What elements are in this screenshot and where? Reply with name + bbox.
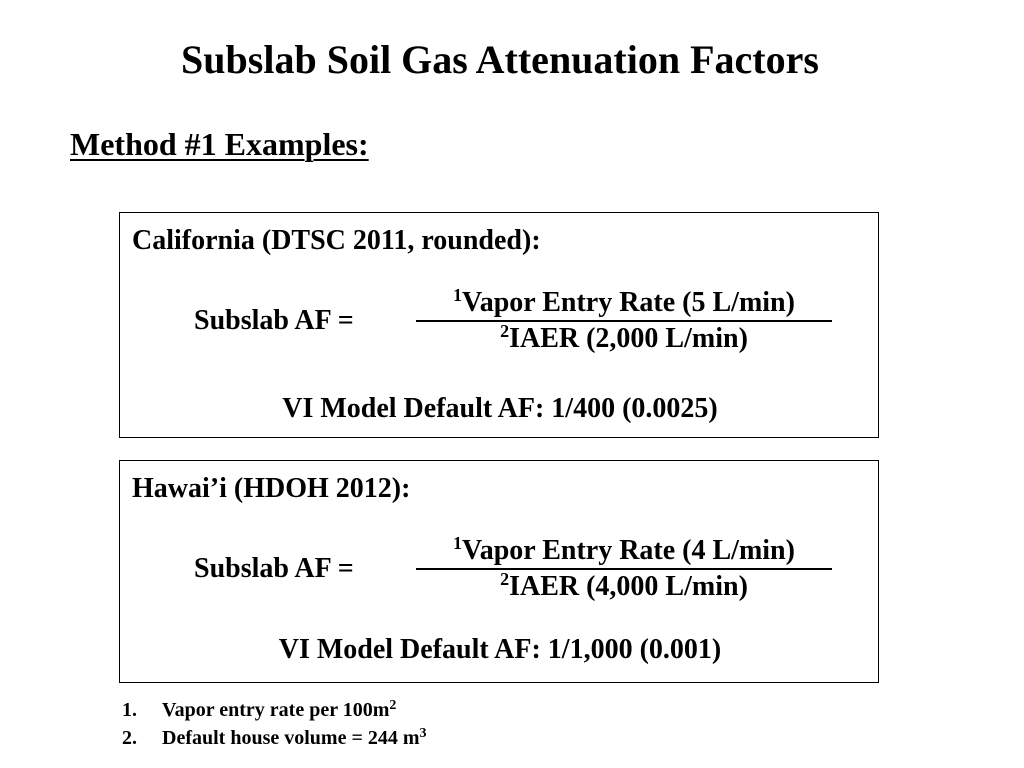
footnote-ref: 2 xyxy=(500,321,510,341)
footnote-superscript: 2 xyxy=(389,698,397,713)
footnote-number: 1. xyxy=(122,699,137,721)
section-subtitle: Method #1 Examples: xyxy=(70,126,369,162)
footnote-item xyxy=(122,724,427,752)
footnote-ref: 2 xyxy=(500,569,510,589)
af-fraction xyxy=(416,535,832,604)
footnote-text: Vapor entry rate per 100m xyxy=(162,699,390,721)
footnote-text: Default house volume = 244 m xyxy=(162,727,420,749)
footnote-item xyxy=(122,696,427,724)
af-fraction xyxy=(416,287,832,356)
footnote-superscript: 3 xyxy=(419,726,427,741)
model-default-af: VI Model Default AF: 1/1,000 (0.001) xyxy=(278,634,722,665)
example-heading: California (DTSC 2011, rounded): xyxy=(132,225,541,256)
footnote-ref: 1 xyxy=(453,285,463,305)
numerator-text: Vapor Entry Rate (4 L/min) xyxy=(462,535,795,566)
fraction-numerator xyxy=(416,535,832,570)
model-default-af: VI Model Default AF: 1/400 (0.0025) xyxy=(282,393,718,424)
fraction-denominator xyxy=(416,570,832,604)
footnote-list xyxy=(122,696,427,752)
footnote-ref: 1 xyxy=(453,533,463,553)
slide-title: Subslab Soil Gas Attenuation Factors xyxy=(181,37,819,82)
equation-lhs: Subslab AF = xyxy=(194,553,354,584)
fraction-numerator xyxy=(416,287,832,322)
example-box-hawaii xyxy=(119,460,879,683)
numerator-text: Vapor Entry Rate (5 L/min) xyxy=(462,287,795,318)
denominator-text: IAER (2,000 L/min) xyxy=(509,323,748,354)
example-box-california xyxy=(119,212,879,438)
example-heading: Hawai’i (HDOH 2012): xyxy=(132,473,411,504)
fraction-denominator xyxy=(416,322,832,356)
footnote-number: 2. xyxy=(122,727,137,749)
equation-lhs: Subslab AF = xyxy=(194,305,354,336)
denominator-text: IAER (4,000 L/min) xyxy=(509,571,748,602)
